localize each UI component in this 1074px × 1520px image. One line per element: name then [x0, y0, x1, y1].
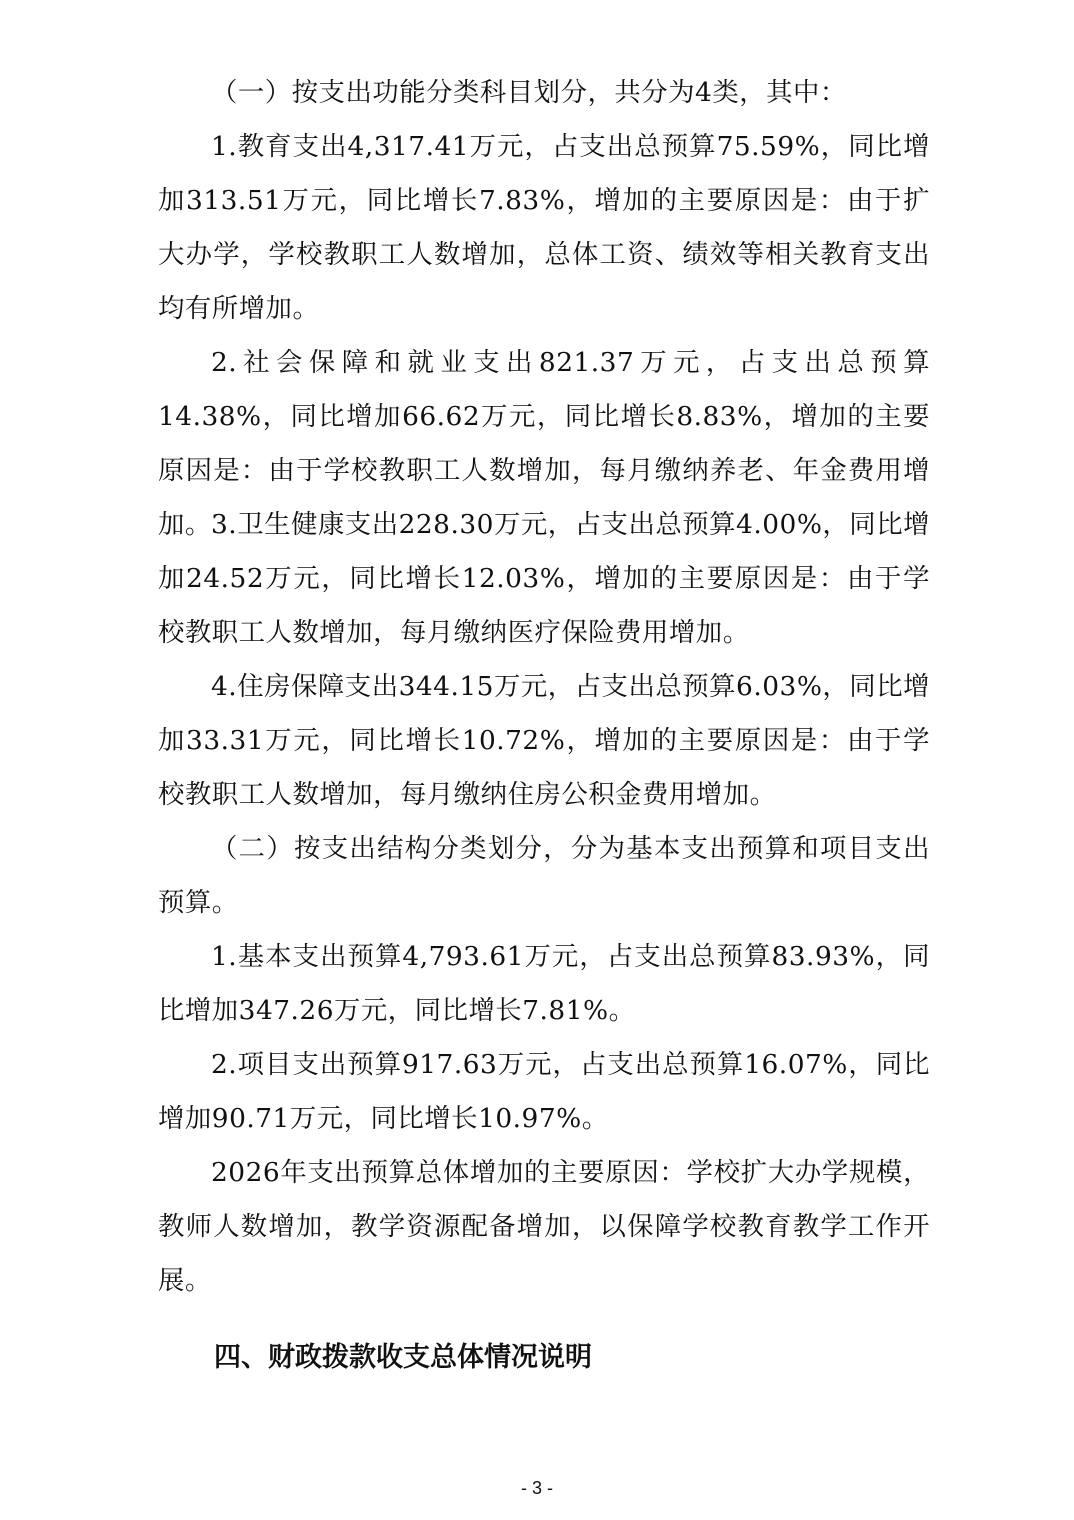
paragraph-social-security-expenditure: 2.社会保障和就业支出821.37万元，占支出总预算14.38%，同比增加66.62万元，同比增长8.83%，增加的主要原因是：由于学校教职工人数增加，每月缴纳养老、年金费用增加。: [158, 347, 930, 540]
paragraph-structural-classification-intro: （二）按支出结构分类划分，分为基本支出预算和项目支出预算。: [158, 833, 930, 918]
paragraph-project-expenditure: 2.项目支出预算917.63万元，占支出总预算16.07%，同比增加90.71万元，同比增长10.97%。: [158, 1049, 930, 1134]
paragraph-overall-increase-reason: 2026年支出预算总体增加的主要原因：学校扩大办学规模，教师人数增加，教学资源配备增加，以保障学校教育教学工作开展。: [158, 1157, 930, 1296]
paragraph-housing-expenditure: 4.住房保障支出344.15万元，占支出总预算6.03%，同比增加33.31万元，同比增长10.72%，增加的主要原因是：由于学校教职工人数增加，每月缴纳住房公积金费用增加。: [158, 671, 930, 810]
paragraph-health-expenditure: 3.卫生健康支出228.30万元，占支出总预算4.00%，同比增加24.52万元，同比增长12.03%，增加的主要原因是：由于学校教职工人数增加，每月缴纳医疗保险费用增加。: [158, 509, 930, 648]
section-heading: 四、财政拨款收支总体情况说明: [214, 1342, 592, 1373]
paragraph-functional-classification-intro: （一）按支出功能分类科目划分，共分为4类，其中：: [211, 77, 847, 108]
paragraph-basic-expenditure: 1.基本支出预算4,793.61万元，占支出总预算83.93%，同比增加347.26万元，同比增长7.81%。: [158, 941, 930, 1026]
paragraph-education-expenditure: 1.教育支出4,317.41万元，占支出总预算75.59%，同比增加313.51万元，同比增长7.83%，增加的主要原因是：由于扩大办学，学校教职工人数增加，总体工资、绩效等相关教育支出均有所增加。: [158, 131, 930, 324]
page-number: - 3 -: [520, 1478, 553, 1498]
